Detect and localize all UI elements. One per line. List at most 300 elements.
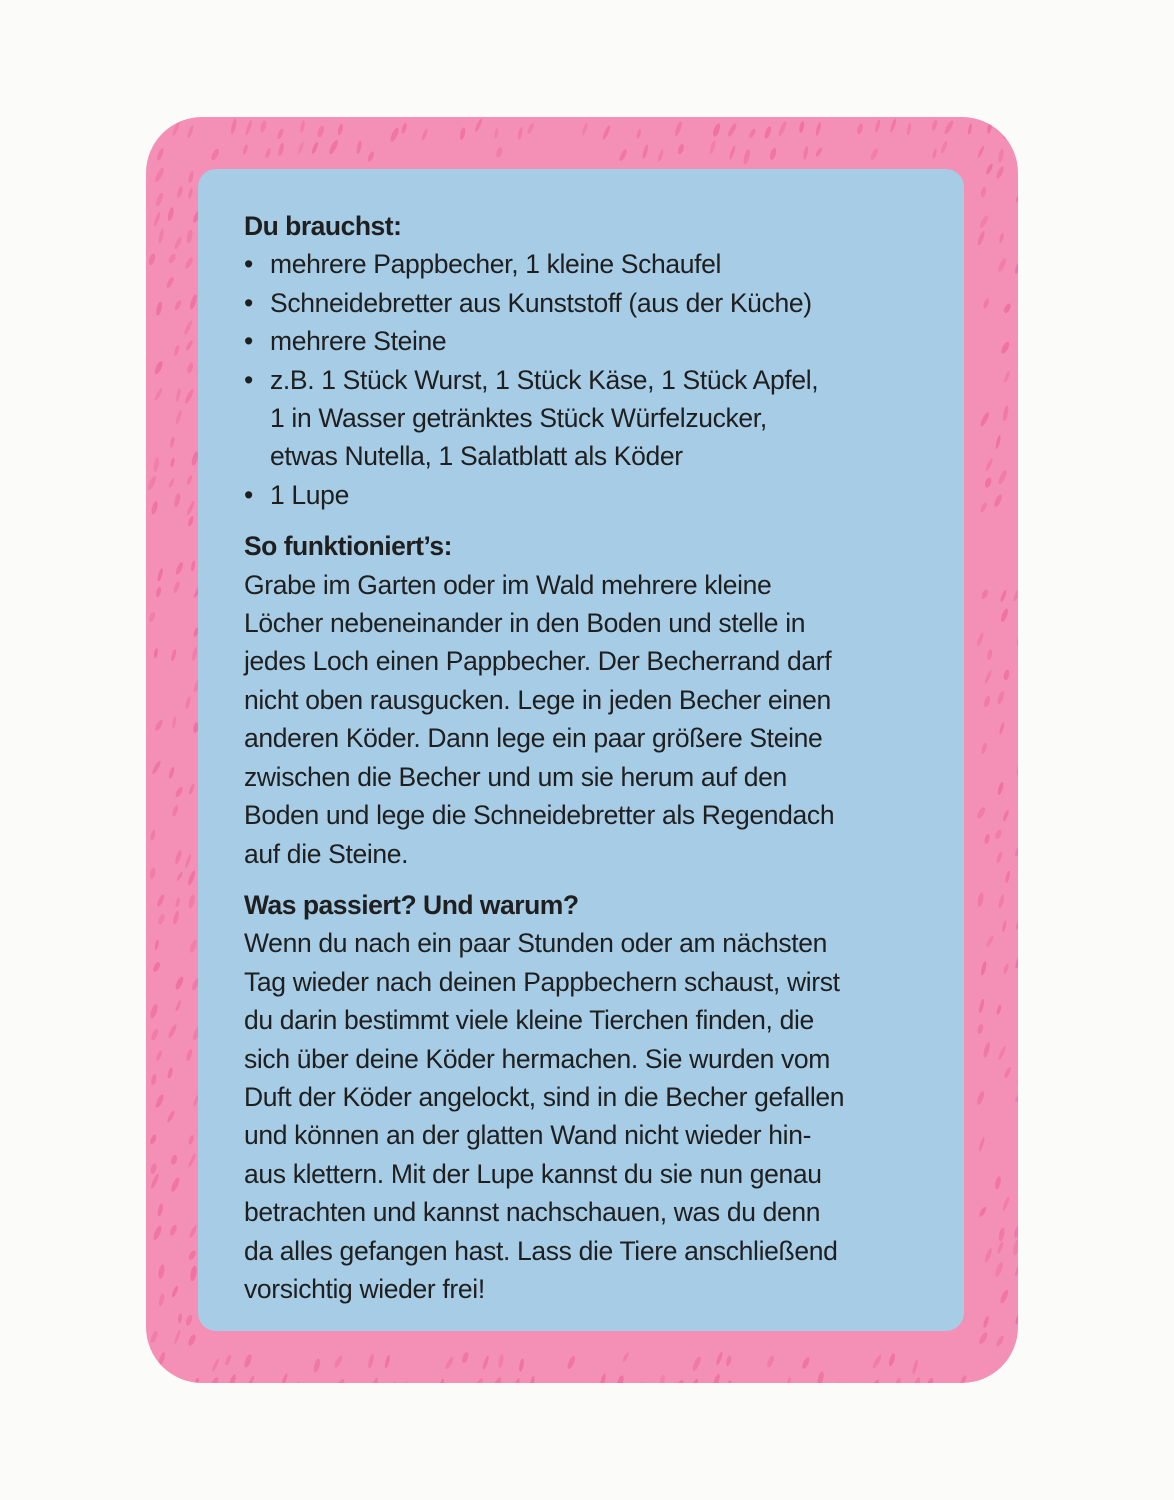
pattern-dash: [175, 1000, 183, 1012]
pattern-dash: [517, 127, 523, 140]
pattern-dash: [170, 1154, 178, 1165]
pattern-dash: [177, 1313, 182, 1323]
pattern-dash: [986, 649, 993, 661]
pattern-dash: [727, 122, 738, 137]
pattern-dash: [186, 125, 194, 139]
pattern-dash: [494, 128, 500, 139]
pattern-dash: [158, 228, 165, 243]
pattern-dash: [185, 339, 194, 351]
pattern-dash: [815, 147, 823, 158]
pattern-dash: [171, 804, 179, 816]
bullet-icon: •: [244, 479, 253, 510]
pattern-dash: [996, 1004, 1002, 1015]
pattern-dash: [189, 294, 199, 310]
pattern-dash: [149, 1134, 157, 1145]
pattern-dash: [676, 1379, 685, 1383]
pattern-dash: [173, 492, 181, 507]
pattern-dash: [175, 410, 183, 425]
result-heading: Was passiert? Und warum?: [244, 889, 579, 920]
needs-item-text: Schneidebretter aus Kunststoff (aus der Küche): [270, 287, 812, 318]
pattern-dash: [980, 961, 987, 976]
pattern-dash: [389, 1381, 397, 1383]
pattern-dash: [985, 935, 995, 948]
pattern-dash: [894, 1377, 902, 1383]
pattern-dash: [210, 148, 221, 162]
pattern-dash: [833, 1381, 842, 1383]
pattern-dash: [185, 1048, 193, 1061]
pattern-dash: [367, 1353, 375, 1368]
needs-list-item: [244, 476, 914, 514]
pattern-dash: [461, 1351, 470, 1364]
pattern-dash: [912, 1377, 921, 1383]
pattern-dash: [154, 1093, 165, 1109]
pattern-dash: [171, 122, 180, 137]
pattern-dash: [1003, 303, 1012, 315]
pattern-dash: [173, 1329, 181, 1344]
pattern-dash: [152, 1225, 163, 1241]
pattern-dash: [173, 344, 180, 356]
pattern-dash: [242, 144, 249, 155]
pattern-dash: [150, 1163, 158, 1175]
pattern-dash: [356, 140, 363, 154]
pattern-dash: [211, 1358, 220, 1372]
pattern-dash: [187, 170, 194, 183]
pattern-dash: [994, 1261, 1004, 1278]
pattern-dash: [984, 1247, 993, 1263]
pattern-dash: [230, 118, 238, 134]
pattern-dash: [187, 1153, 197, 1168]
pattern-dash: [993, 493, 1003, 508]
pattern-dash: [906, 123, 912, 136]
text-line: Boden und lege die Schneidebretter als Regendach: [244, 800, 835, 831]
pattern-dash: [157, 913, 166, 925]
needs-item-text: mehrere Pappbecher, 1 kleine Schaufel: [270, 249, 722, 280]
pattern-dash: [622, 1352, 630, 1363]
pattern-dash: [856, 123, 864, 135]
needs-heading: Du brauchst:: [244, 211, 402, 241]
content-panel: [198, 169, 964, 1331]
pattern-dash: [996, 1241, 1004, 1254]
needs-list: [244, 245, 914, 514]
pattern-dash: [384, 1354, 391, 1368]
pattern-dash: [175, 897, 181, 908]
pattern-dash: [999, 1289, 1010, 1304]
pattern-dash: [167, 253, 177, 265]
pattern-dash: [786, 1376, 791, 1383]
pattern-dash: [769, 147, 778, 160]
pattern-dash: [1012, 1239, 1018, 1256]
pattern-dash: [495, 146, 503, 158]
pattern-dash: [497, 1354, 504, 1368]
pattern-dash: [481, 1355, 490, 1370]
pattern-dash: [986, 122, 993, 135]
pattern-dash: [931, 119, 939, 131]
pattern-dash: [978, 1331, 989, 1345]
pattern-dash: [474, 118, 483, 132]
pattern-dash: [313, 1358, 322, 1373]
pattern-dash: [977, 145, 985, 159]
pattern-dash: [1014, 845, 1018, 857]
pattern-dash: [1002, 809, 1010, 822]
pattern-dash: [980, 186, 987, 198]
pattern-dash: [978, 214, 989, 229]
pattern-dash: [1014, 954, 1018, 968]
pattern-dash: [801, 1356, 811, 1369]
pattern-dash: [691, 1355, 702, 1371]
pattern-dash: [191, 647, 198, 662]
pattern-dash: [491, 1376, 502, 1383]
pattern-dash: [777, 120, 787, 136]
pattern-dash: [155, 192, 165, 207]
pattern-dash: [157, 1264, 165, 1280]
pattern-dash: [186, 475, 193, 486]
pattern-dash: [1003, 963, 1010, 974]
pattern-dash: [185, 1314, 194, 1327]
pattern-dash: [1017, 610, 1018, 627]
text-line: auf die Steine.: [244, 838, 409, 869]
pattern-dash: [154, 120, 162, 133]
pattern-dash: [967, 123, 973, 135]
pattern-dash: [729, 145, 737, 160]
pattern-dash: [167, 207, 175, 222]
pattern-dash: [514, 1378, 521, 1383]
pattern-dash: [172, 910, 180, 925]
pattern-dash: [976, 1090, 986, 1105]
text-line: zwischen die Becher und um sie herum auf den: [244, 761, 787, 792]
pattern-dash: [370, 1377, 379, 1383]
pattern-dash: [246, 1375, 255, 1383]
pattern-dash: [166, 1110, 176, 1123]
bullet-icon: •: [244, 326, 253, 357]
pattern-dash: [389, 127, 400, 143]
pattern-dash: [154, 719, 164, 732]
pattern-dash: [599, 1373, 606, 1383]
pattern-dash: [149, 1003, 159, 1019]
pattern-dash: [742, 148, 751, 164]
pattern-dash: [149, 1330, 159, 1344]
pattern-dash: [156, 894, 166, 908]
text-line: betrachten und kannst nachschauen, was du denn: [244, 1197, 821, 1228]
pattern-dash: [1017, 890, 1018, 907]
pattern-dash: [1002, 405, 1009, 422]
pattern-dash: [294, 1382, 300, 1383]
pattern-dash: [185, 696, 192, 709]
pattern-dash: [888, 1353, 896, 1367]
pattern-dash: [983, 695, 991, 708]
pattern-dash: [328, 139, 340, 156]
pattern-dash: [281, 1373, 289, 1383]
text-line: du darin bestimmt viele kleine Tierchen finden, die: [244, 1005, 814, 1036]
pattern-dash: [1017, 784, 1018, 797]
pattern-dash: [153, 211, 162, 227]
pattern-dash: [459, 127, 466, 140]
pattern-dash: [636, 1381, 645, 1383]
pattern-dash: [155, 301, 163, 316]
pattern-dash: [1003, 370, 1010, 383]
pattern-dash: [997, 894, 1005, 909]
pattern-dash: [228, 1374, 237, 1383]
pattern-dash: [152, 961, 162, 973]
needs-item-text: z.B. 1 Stück Wurst, 1 Stück Käse, 1 Stück Apfel,: [270, 364, 819, 395]
pattern-dash: [156, 147, 165, 161]
pattern-dash: [979, 411, 990, 427]
pattern-dash: [874, 119, 881, 132]
pattern-dash: [150, 1173, 160, 1189]
pattern-dash: [869, 148, 879, 161]
pattern-dash: [169, 1224, 178, 1237]
pattern-dash: [1003, 125, 1010, 139]
pattern-dash: [657, 149, 664, 162]
text-line: Tag wieder nach deinen Pappbechern schaust, wirst: [244, 966, 840, 997]
pattern-dash: [1003, 669, 1011, 681]
pattern-dash: [581, 122, 588, 135]
pattern-dash: [192, 1377, 200, 1383]
needs-list-item: [244, 361, 914, 476]
pattern-dash: [979, 501, 988, 513]
pattern-dash: [148, 611, 157, 622]
pattern-dash: [333, 1355, 344, 1369]
pattern-dash: [985, 457, 994, 471]
pattern-dash: [187, 1333, 197, 1346]
needs-list-item: [244, 322, 914, 360]
text-line: anderen Köder. Dann lege ein paar größere Steine: [244, 723, 823, 754]
pattern-dash: [530, 1376, 536, 1383]
pattern-dash: [712, 123, 722, 138]
result-text: [244, 924, 914, 1308]
pattern-dash: [1017, 454, 1018, 468]
pattern-dash: [659, 1375, 666, 1383]
pattern-dash: [224, 1354, 232, 1366]
pattern-dash: [167, 1067, 174, 1079]
pattern-dash: [943, 119, 955, 135]
pattern-dash: [167, 1023, 178, 1039]
pattern-dash: [925, 1377, 934, 1383]
pattern-dash: [998, 1227, 1006, 1241]
pattern-dash: [171, 716, 177, 729]
pattern-dash: [188, 1225, 198, 1239]
pattern-dash: [712, 1373, 721, 1383]
pattern-dash: [960, 1375, 968, 1383]
pattern-dash: [297, 141, 304, 154]
pattern-dash: [146, 475, 157, 491]
pattern-dash: [549, 1382, 556, 1383]
pattern-dash: [674, 121, 684, 137]
pattern-dash: [994, 1176, 1002, 1190]
pattern-dash: [1014, 915, 1018, 930]
pattern-dash: [150, 830, 156, 842]
pattern-dash: [158, 1352, 167, 1366]
pattern-dash: [176, 185, 184, 198]
pattern-dash: [977, 892, 985, 907]
pattern-dash: [978, 998, 985, 1013]
pattern-dash: [1013, 1226, 1018, 1239]
bullet-icon: •: [244, 249, 253, 280]
pattern-dash: [444, 1356, 455, 1370]
text-line: Löcher nebeneinander in den Boden und stelle in: [244, 608, 806, 639]
pattern-dash: [997, 469, 1008, 485]
pattern-dash: [1017, 1154, 1018, 1168]
pattern-dash: [815, 122, 822, 136]
pattern-dash: [276, 128, 284, 140]
pattern-dash: [173, 299, 182, 311]
pattern-dash: [438, 1378, 445, 1383]
pattern-dash: [932, 148, 938, 159]
pattern-dash: [154, 167, 166, 183]
pattern-dash: [153, 360, 164, 375]
pattern-dash: [981, 742, 988, 754]
pattern-dash: [1014, 1372, 1018, 1383]
pattern-dash: [186, 362, 194, 374]
activity-card: [146, 117, 1018, 1383]
pattern-dash: [976, 806, 987, 820]
pattern-dash: [982, 1041, 991, 1058]
pattern-dash: [187, 515, 195, 527]
pattern-dash: [999, 232, 1005, 243]
pattern-dash: [984, 477, 993, 489]
pattern-dash: [978, 1206, 987, 1218]
pattern-dash: [475, 1377, 484, 1383]
pattern-dash: [526, 122, 535, 134]
needs-list-item: [244, 245, 914, 283]
pattern-dash: [149, 867, 156, 879]
pattern-dash: [911, 1359, 918, 1374]
pattern-dash: [150, 500, 158, 515]
pattern-dash: [1005, 871, 1011, 884]
pattern-dash: [153, 648, 158, 659]
pattern-dash: [173, 236, 182, 250]
pattern-dash: [976, 1023, 984, 1034]
pattern-dash: [155, 586, 162, 598]
pattern-dash: [148, 253, 157, 266]
pattern-dash: [997, 148, 1004, 163]
pattern-dash: [763, 126, 772, 140]
pattern-dash: [518, 1358, 524, 1372]
text-line: Grabe im Garten oder im Wald mehrere kleine: [244, 569, 772, 600]
pattern-dash: [174, 976, 185, 991]
pattern-dash: [188, 939, 198, 953]
pattern-dash: [188, 783, 195, 795]
pattern-dash: [798, 121, 804, 133]
pattern-dash: [299, 120, 305, 133]
pattern-dash: [172, 581, 181, 594]
pattern-dash: [401, 122, 408, 134]
pattern-dash: [154, 939, 159, 950]
pattern-dash: [187, 870, 197, 886]
pattern-dash: [311, 141, 320, 154]
pattern-dash: [184, 853, 192, 868]
text-line: sich über deine Köder hermachen. Sie wurden vom: [244, 1043, 831, 1074]
pattern-dash: [816, 1371, 825, 1383]
pattern-dash: [995, 1335, 1005, 1348]
pattern-dash: [186, 229, 194, 244]
text-line: vorsichtig wieder frei!: [244, 1273, 485, 1304]
pattern-dash: [169, 436, 175, 448]
pattern-dash: [1016, 760, 1018, 775]
pattern-dash: [1002, 1196, 1011, 1211]
pattern-dash: [691, 1378, 699, 1383]
pattern-dash: [336, 1378, 346, 1383]
pattern-dash: [153, 457, 160, 473]
pattern-dash: [166, 1380, 175, 1383]
pattern-dash: [150, 1074, 157, 1086]
needs-item-text: 1 in Wasser getränktes Stück Würfelzucker,: [270, 403, 767, 434]
pattern-dash: [715, 1351, 724, 1366]
text-line: aus klettern. Mit der Lupe kannst du sie nun genau: [244, 1158, 822, 1189]
pattern-dash: [170, 649, 177, 662]
pattern-dash: [997, 257, 1008, 273]
pattern-dash: [175, 561, 185, 575]
pattern-dash: [188, 1134, 195, 1145]
pattern-dash: [726, 1379, 733, 1383]
howto-heading: So funktioniert’s:: [244, 531, 452, 562]
pattern-dash: [244, 120, 253, 136]
pattern-dash: [980, 1378, 988, 1383]
pattern-dash: [337, 123, 344, 135]
bullet-icon: •: [244, 364, 253, 395]
text-line: nicht oben rausgucken. Lege in jeden Becher einen: [244, 684, 831, 715]
pattern-dash: [401, 1381, 409, 1383]
pattern-dash: [976, 230, 985, 246]
pattern-dash: [615, 1375, 625, 1383]
pattern-dash: [187, 1249, 197, 1261]
pattern-dash: [601, 124, 611, 140]
pattern-dash: [1003, 1066, 1012, 1079]
pattern-dash: [994, 828, 1003, 840]
pattern-dash: [151, 760, 162, 775]
pattern-dash: [184, 256, 194, 269]
pattern-dash: [1017, 540, 1018, 556]
pattern-dash: [869, 1378, 880, 1383]
pattern-dash: [985, 163, 994, 175]
pattern-dash: [997, 1045, 1007, 1060]
pattern-dash: [1014, 1263, 1018, 1276]
pattern-dash: [1015, 189, 1018, 203]
pattern-dash: [940, 140, 949, 154]
pattern-dash: [984, 670, 993, 685]
pattern-dash: [982, 298, 990, 310]
needs-item-text: etwas Nutella, 1 Salatblatt als Köder: [270, 441, 683, 472]
pattern-dash: [1016, 634, 1018, 646]
pattern-dash: [1012, 588, 1018, 602]
pattern-dash: [997, 781, 1005, 795]
pattern-dash: [1000, 341, 1011, 355]
pattern-dash: [566, 1355, 576, 1370]
pattern-dash: [984, 833, 991, 844]
pattern-dash: [188, 894, 196, 909]
pattern-dash: [978, 1136, 986, 1152]
text-line: Duft der Köder angelockt, sind in die Becher gefallen: [244, 1081, 845, 1112]
pattern-dash: [1000, 608, 1010, 623]
pattern-dash: [316, 125, 325, 138]
pattern-dash: [183, 320, 193, 336]
pattern-dash: [264, 147, 272, 158]
pattern-dash: [995, 165, 1005, 179]
pattern-dash: [709, 140, 717, 155]
pattern-dash: [996, 690, 1005, 705]
pattern-dash: [871, 1354, 882, 1369]
pattern-dash: [618, 148, 628, 162]
pattern-dash: [168, 766, 176, 779]
pattern-dash: [243, 1353, 253, 1368]
pattern-dash: [421, 128, 428, 141]
pattern-dash: [184, 388, 195, 404]
pattern-dash: [802, 146, 809, 160]
text-line: da alles gefangen hast. Lass die Tiere anschließend: [244, 1235, 838, 1266]
pattern-dash: [999, 722, 1006, 735]
pattern-dash: [277, 142, 285, 156]
text-line: jedes Loch einen Pappbecher. Der Becherrand darf: [244, 646, 832, 677]
pattern-dash: [175, 388, 181, 402]
